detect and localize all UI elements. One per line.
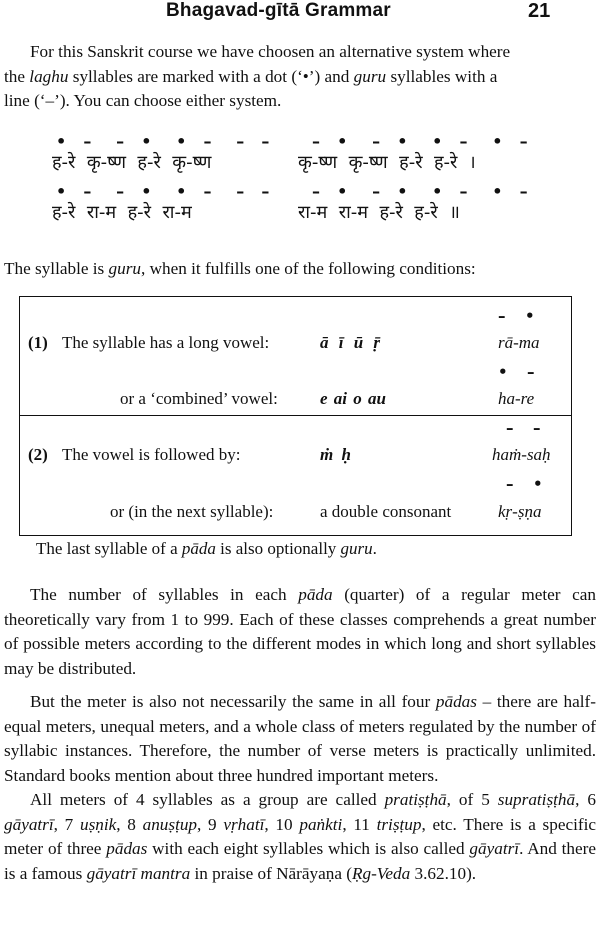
para4-u: . And there is a famous bbox=[4, 839, 596, 883]
meter-pratistha: pratiṣṭhā bbox=[384, 790, 447, 809]
c1b-example: ha-re bbox=[498, 389, 535, 408]
meter-supratistha: supratiṣṭhā bbox=[497, 790, 576, 809]
meter-pankti: paṅkti bbox=[299, 814, 343, 834]
c2-label: (2) bbox=[28, 445, 48, 464]
conditions-intro bbox=[4, 259, 476, 279]
note-pada: pāda bbox=[181, 539, 216, 558]
para2-a: The number of syllables in each bbox=[30, 585, 299, 604]
verse-line2-marks-left: • – – • • – – – bbox=[56, 182, 272, 201]
verse-line1-text-right: कृ-ष्ण कृ-ष्ण ह-रे ह-रे । bbox=[298, 152, 476, 173]
c2-values: ṁ ḥ bbox=[320, 445, 351, 464]
para3-a: But the meter is also not necessarily the same in all four bbox=[30, 692, 436, 711]
c1-example-marks: – • bbox=[498, 307, 538, 325]
para4-a: All meters of 4 syllables as a group are called bbox=[30, 790, 385, 809]
paragraph-meter-names bbox=[4, 788, 596, 886]
para4-s: with each eight syllables which is also called bbox=[147, 839, 470, 858]
para3-c: – there are half-equal meters, unequal meters, and a whole class of meters regulated by the number of syllabic instances. Therefore, the number of verse meters is practically unlimited. Standard books mention about three hundred important meters. bbox=[4, 692, 596, 785]
para2-pada: pāda bbox=[298, 585, 333, 604]
note-c: is also optionally bbox=[215, 539, 341, 558]
c2b-example-marks: – • bbox=[506, 475, 546, 493]
c1-label: (1) bbox=[28, 333, 48, 352]
c1-values: ā ī ū ṝ bbox=[320, 333, 381, 352]
para4-q: , etc. There is a specific meter of three bbox=[4, 814, 596, 858]
note-a: The last syllable of a bbox=[36, 539, 182, 558]
c1b-values: e ai o au bbox=[320, 389, 386, 408]
c2b-values: a double consonant bbox=[320, 502, 452, 521]
intro-line-2e: syllables with a bbox=[386, 66, 498, 86]
intro-line-2c: syllables are marked with a dot (‘•’) and bbox=[68, 66, 354, 86]
term-laghu: laghu bbox=[29, 66, 69, 86]
gayatri-mantra: gāyatrī mantra bbox=[86, 863, 191, 883]
conditions-intro-guru: guru bbox=[108, 259, 142, 278]
c1-text: The syllable has a long vowel: bbox=[62, 333, 270, 352]
para4-k: , 9 bbox=[197, 814, 224, 834]
c2b-text: or (in the next syllable): bbox=[110, 502, 274, 521]
c1b-example-marks: • – bbox=[498, 363, 538, 381]
para3-padas: pādas bbox=[435, 692, 477, 711]
term-guru: guru bbox=[353, 66, 387, 86]
intro-line-3: line (‘–’). You can choose either system. bbox=[4, 91, 282, 110]
paragraph-meter-variety bbox=[4, 690, 596, 788]
intro-line-1: For this Sanskrit course we have choosen an alternative system where bbox=[30, 42, 511, 61]
meter-vrhati: vṛhatī bbox=[223, 814, 265, 834]
para4-padas: pādas bbox=[106, 839, 148, 858]
c2-example-marks: – – bbox=[506, 419, 544, 437]
para4-c: , of 5 bbox=[446, 790, 498, 809]
para4-y: 3.62.10). bbox=[410, 863, 477, 883]
conditions-table bbox=[19, 296, 572, 536]
para4-e: , 6 bbox=[575, 790, 596, 809]
table-divider bbox=[20, 415, 571, 416]
conditions-intro-a: The syllable is bbox=[4, 259, 109, 278]
page-header bbox=[0, 0, 600, 34]
verse-line2-text-left: ह-रे रा-म ह-रे रा-म bbox=[52, 202, 192, 223]
c2-example: haṁ-saḥ bbox=[492, 445, 551, 464]
page-number: 21 bbox=[528, 0, 551, 22]
meter-usnik: uṣṇik bbox=[79, 814, 117, 834]
para4-o: , 11 bbox=[342, 814, 377, 834]
c2-text: The vowel is followed by: bbox=[62, 445, 241, 464]
para4-m: , 10 bbox=[264, 814, 300, 834]
c1b-text: or a ‘combined’ vowel: bbox=[120, 389, 278, 408]
para2-c: (quarter) of a regular meter can theoretically vary from 1 to 999. Each of these classes comprehends a great number of possible meters according to the different modes in which long and short syllables may be distributed. bbox=[4, 585, 596, 678]
para4-i: , 8 bbox=[116, 814, 143, 834]
meter-gayatri-2: gāyatrī bbox=[469, 839, 520, 858]
rg-veda: Ṛg-Veda bbox=[351, 863, 411, 883]
para4-w: in praise of Nārāyaṇa ( bbox=[190, 863, 352, 883]
intro-paragraph bbox=[4, 40, 596, 114]
conditions-intro-c: , when it fulfills one of the following conditions: bbox=[141, 259, 476, 278]
paragraph-syllable-count bbox=[4, 583, 596, 681]
c1-example: rā-ma bbox=[498, 333, 540, 352]
verse-line1-marks-right: – • – • • – • – bbox=[312, 132, 530, 151]
para4-g: , 7 bbox=[53, 814, 80, 834]
note-guru: guru bbox=[340, 539, 373, 558]
running-title: Bhagavad-gītā Grammar bbox=[166, 0, 391, 21]
verse-line2-text-right: रा-म रा-म ह-रे ह-रे ॥ bbox=[298, 202, 460, 223]
last-syllable-note bbox=[36, 539, 377, 559]
note-e: . bbox=[372, 539, 377, 558]
meter-gayatri: gāyatrī bbox=[4, 814, 54, 834]
intro-line-2a: the bbox=[4, 66, 30, 86]
meter-anustup: anuṣṭup bbox=[142, 814, 198, 834]
verse-line1-marks-left: • – – • • – – – bbox=[56, 132, 272, 151]
c2b-example: kṛ-ṣṇa bbox=[498, 502, 542, 521]
verse-line1-text-left: ह-रे कृ-ष्ण ह-रे कृ-ष्ण bbox=[52, 152, 212, 173]
meter-tristup: triṣṭup bbox=[376, 814, 422, 834]
verse-line2-marks-right: – • – • • – • – bbox=[312, 182, 530, 201]
